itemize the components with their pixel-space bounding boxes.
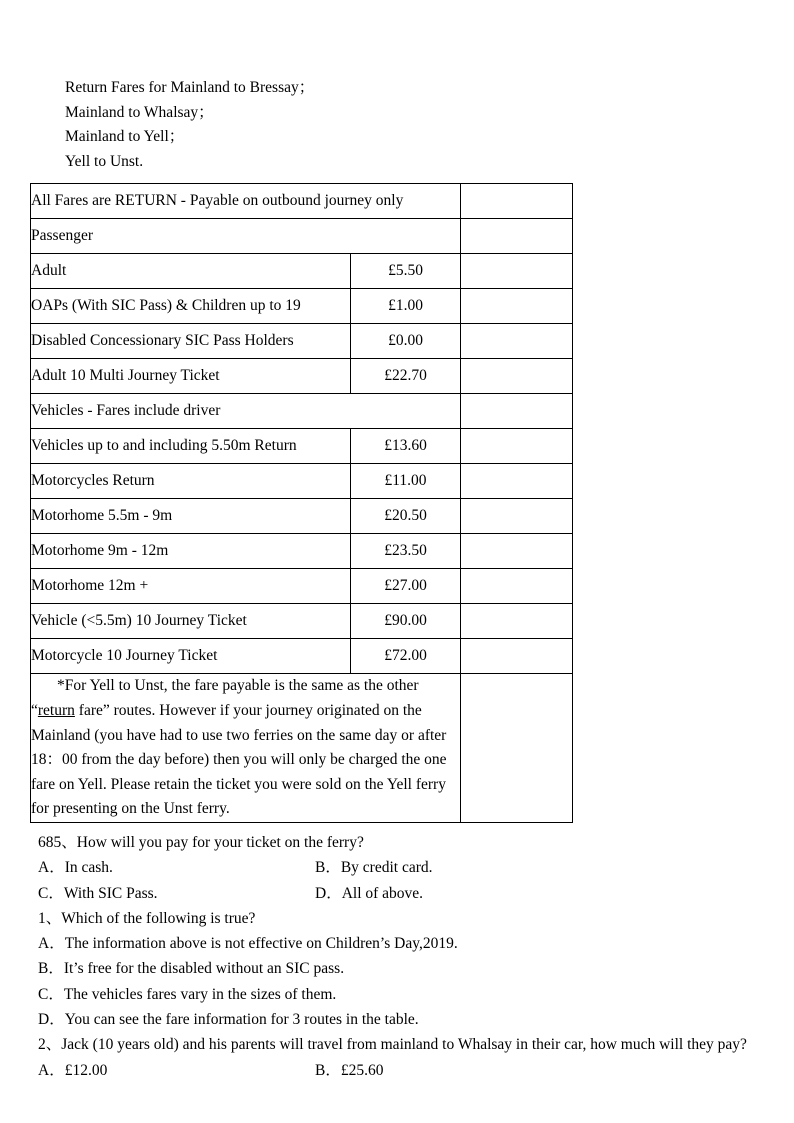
footnote-row	[31, 674, 573, 823]
fare-row	[31, 254, 573, 289]
section-header-passenger: Passenger	[31, 219, 461, 254]
option-d: D．All of above.	[315, 884, 424, 902]
option-c: C．The vehicles fares vary in the sizes of them.	[38, 985, 337, 1003]
fare-label: Adult 10 Multi Journey Ticket	[31, 359, 351, 394]
fare-label: Motorcycle 10 Journey Ticket	[31, 639, 351, 674]
empty-cell	[461, 219, 573, 254]
option-a: A．In cash.	[38, 859, 113, 877]
option-a: A．The information above is not effective on Children’s Day,2019.	[38, 935, 458, 953]
fare-price: £11.00	[351, 464, 461, 499]
fare-label: Vehicles up to and including 5.50m Return	[31, 429, 351, 464]
footnote-text-pre: *For Yell to Unst, the fare payable is the same as the other “	[31, 677, 419, 719]
question-685-prompt: 685、How will you pay for your ticket on the ferry?	[38, 833, 364, 851]
fare-price: £0.00	[351, 324, 461, 359]
questions-block	[38, 830, 764, 1083]
question-685-options	[38, 855, 764, 906]
fare-row	[31, 324, 573, 359]
empty-cell	[461, 359, 573, 394]
fare-price: £5.50	[351, 254, 461, 289]
fare-price: £13.60	[351, 429, 461, 464]
table-title-row	[31, 184, 573, 219]
fare-row	[31, 464, 573, 499]
intro-line: Mainland to Yell；	[65, 128, 185, 146]
fare-label: Disabled Concessionary SIC Pass Holders	[31, 324, 351, 359]
fare-label: OAPs (With SIC Pass) & Children up to 19	[31, 289, 351, 324]
table-title: All Fares are RETURN - Payable on outbound journey only	[31, 184, 461, 219]
empty-cell	[461, 184, 573, 219]
empty-cell	[461, 394, 573, 429]
question-1-prompt: 1、Which of the following is true?	[38, 909, 256, 927]
fare-label: Motorcycles Return	[31, 464, 351, 499]
table-footnote	[31, 674, 461, 823]
fare-row	[31, 534, 573, 569]
intro-block	[65, 76, 764, 174]
fare-label: Motorhome 5.5m - 9m	[31, 499, 351, 534]
section-row-vehicles	[31, 394, 573, 429]
fare-price: £23.50	[351, 534, 461, 569]
section-header-vehicles: Vehicles - Fares include driver	[31, 394, 461, 429]
section-row-passenger	[31, 219, 573, 254]
intro-line: Mainland to Whalsay；	[65, 103, 214, 121]
fare-price: £72.00	[351, 639, 461, 674]
fare-label: Vehicle (<5.5m) 10 Journey Ticket	[31, 604, 351, 639]
option-c: C．With SIC Pass.	[38, 884, 158, 902]
empty-cell	[461, 569, 573, 604]
empty-cell	[461, 464, 573, 499]
intro-line: Return Fares for Mainland to Bressay；	[65, 79, 315, 96]
fare-row	[31, 429, 573, 464]
option-b: B．By credit card.	[315, 859, 433, 877]
fares-table	[30, 183, 573, 823]
intro-line: Yell to Unst.	[65, 152, 144, 170]
option-b: B．It’s free for the disabled without an SIC pass.	[38, 960, 345, 978]
empty-cell	[461, 674, 573, 823]
empty-cell	[461, 254, 573, 289]
fare-row	[31, 289, 573, 324]
empty-cell	[461, 639, 573, 674]
option-a: A．£12.00	[38, 1061, 108, 1079]
option-b: B．£25.60	[315, 1061, 384, 1079]
empty-cell	[461, 604, 573, 639]
empty-cell	[461, 324, 573, 359]
fare-price: £1.00	[351, 289, 461, 324]
fare-label: Motorhome 12m +	[31, 569, 351, 604]
fare-row	[31, 499, 573, 534]
fare-label: Motorhome 9m - 12m	[31, 534, 351, 569]
fare-price: £20.50	[351, 499, 461, 534]
fare-label: Adult	[31, 254, 351, 289]
empty-cell	[461, 289, 573, 324]
fare-price: £27.00	[351, 569, 461, 604]
empty-cell	[461, 429, 573, 464]
fare-row	[31, 639, 573, 674]
fare-row	[31, 569, 573, 604]
empty-cell	[461, 499, 573, 534]
question-2-prompt: 2、Jack (10 years old) and his parents will travel from mainland to Whalsay in their car, how much will they pay?	[38, 1036, 747, 1054]
fare-row	[31, 604, 573, 639]
fare-price: £22.70	[351, 359, 461, 394]
footnote-underlined-word: return	[37, 701, 75, 719]
option-d: D．You can see the fare information for 3 routes in the table.	[38, 1011, 419, 1029]
question-2-options	[38, 1058, 764, 1083]
empty-cell	[461, 534, 573, 569]
fare-price: £90.00	[351, 604, 461, 639]
footnote-text-post: fare” routes. However if your journey originated on the Mainland (you have had to use two ferries on the same day or after 18：00 from the day before) then you will only be charged the one fare on Yell. Please retain the ticket you were sold on the Yell ferry for presenting on the Unst ferry.	[31, 701, 447, 818]
fare-row	[31, 359, 573, 394]
